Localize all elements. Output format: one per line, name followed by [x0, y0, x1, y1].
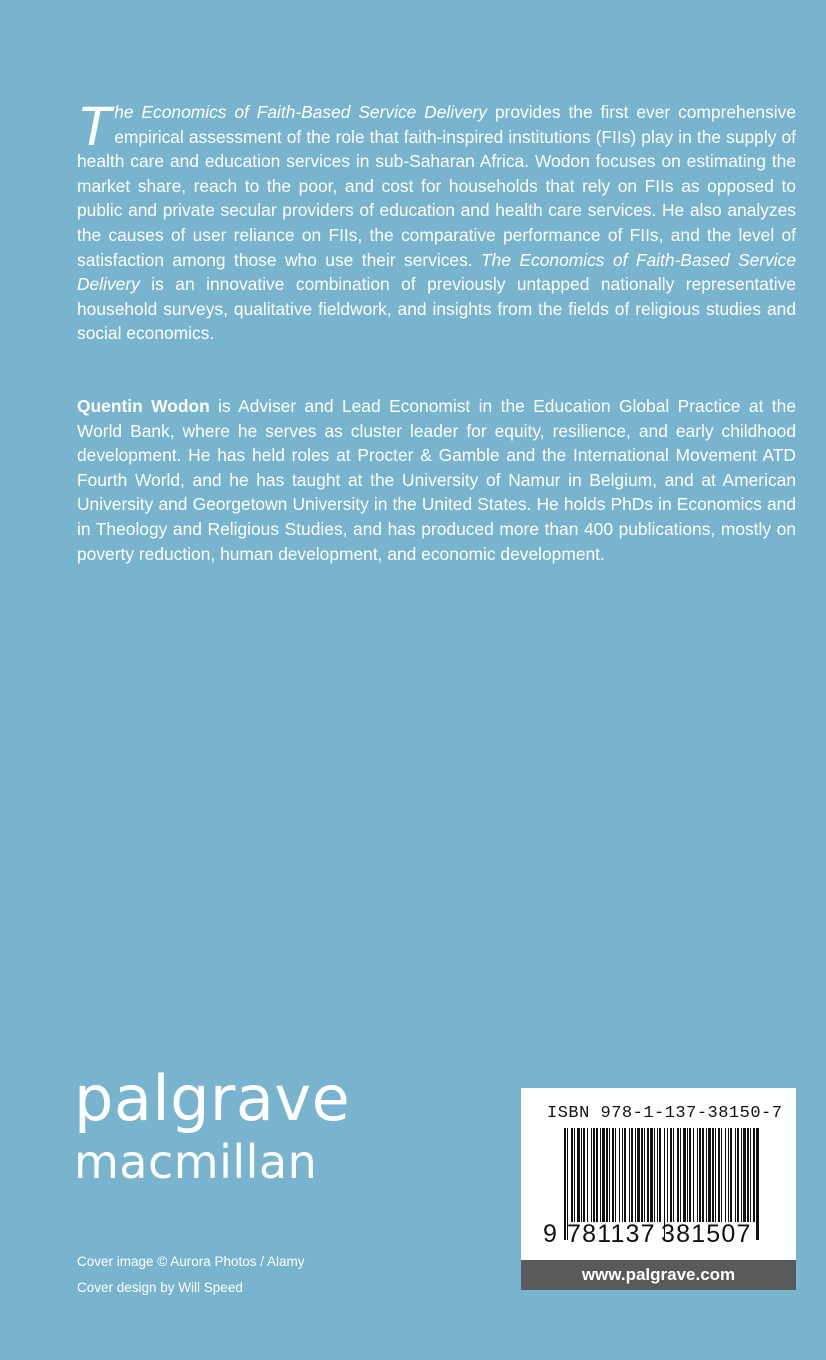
barcode-bar [600, 1128, 601, 1222]
barcode-bar [606, 1128, 608, 1222]
barcode-bar [689, 1128, 691, 1222]
cover-design-credit: Cover design by Will Speed [77, 1280, 243, 1295]
barcode-bar [629, 1128, 630, 1222]
barcode-bar [712, 1128, 714, 1222]
barcode-bar [622, 1128, 623, 1222]
author-name: Quentin Wodon [77, 396, 210, 416]
book-title-italic-2: The Economics of Faith-Based Service Delivery [77, 249, 796, 295]
blurb-text-2: is an innovative combination of previously untapped nationally representative household surveys, qualitative fieldwork, and insights from the fields of religious studies and social economics. [77, 274, 796, 344]
barcode-bar [647, 1128, 649, 1222]
logo-line-palgrave: palgrave [74, 1062, 351, 1135]
logo-line-macmillan: macmillan [74, 1135, 318, 1189]
barcode-bar [728, 1128, 729, 1222]
barcode-bar [574, 1128, 575, 1222]
barcode-bar [631, 1128, 633, 1222]
barcode-bar [593, 1128, 595, 1222]
barcode-bar [677, 1128, 679, 1222]
barcode-bar [612, 1128, 614, 1222]
drop-cap: T [77, 94, 112, 157]
barcode-bar [650, 1128, 653, 1222]
barcode-bar [687, 1128, 688, 1222]
barcode-bar [602, 1128, 605, 1222]
isbn-label: ISBN 978-1-137-38150-7 [547, 1104, 783, 1123]
barcode-bar [708, 1128, 711, 1222]
barcode-bar [718, 1128, 720, 1222]
barcode-bar [702, 1128, 704, 1222]
barcode-bar [697, 1128, 698, 1222]
barcode-bar [571, 1128, 573, 1222]
barcode-bar [615, 1128, 616, 1222]
barcode-digits-left: 781137 [567, 1220, 656, 1248]
barcode-bar [735, 1128, 736, 1222]
publisher-url: www.palgrave.com [521, 1260, 796, 1290]
isbn-barcode [521, 1088, 796, 1260]
barcode-bar [667, 1128, 668, 1222]
barcode-bar [644, 1128, 645, 1222]
barcode-bar [753, 1128, 755, 1222]
barcode-bar [654, 1128, 655, 1222]
barcode-digit-first: 9 [543, 1220, 557, 1248]
barcode-bar [730, 1128, 732, 1222]
barcode-bar [680, 1128, 681, 1222]
barcode-bar [706, 1128, 707, 1222]
barcode-bar [741, 1128, 742, 1222]
barcode-bar [587, 1128, 588, 1222]
barcode-bar [725, 1128, 726, 1222]
cover-credits [77, 1249, 305, 1301]
barcode-bar [693, 1128, 694, 1222]
author-bio-text: is Adviser and Lead Economist in the Education Global Practice at the World Bank, where he serves as cluster leader for equity, resilience, and early childhood development. He has held roles at Procter & Gamble and the International Movement ATD Fourth World, and he has taught at the University of Namur in Belgium, and at American University and Georgetown University in the United States. He holds PhDs in Economics and in Theology and Religious Studies, and has produced more than 400 publications, mostly on poverty reduction, human development, and economic development. [77, 396, 796, 564]
barcode-bar [673, 1128, 674, 1222]
barcode-bar [596, 1128, 598, 1222]
barcode-bar [659, 1128, 661, 1222]
barcode-bar [715, 1128, 716, 1222]
barcode-bar [657, 1128, 658, 1222]
barcode-bar [583, 1128, 585, 1222]
barcode-bars [521, 1088, 796, 1260]
barcode-bar [683, 1128, 686, 1222]
barcode-bar [750, 1128, 751, 1222]
barcode-bar [635, 1128, 636, 1222]
blurb-paragraph [77, 94, 796, 346]
barcode-digits-right: 381507 [661, 1220, 752, 1248]
barcode-bar [641, 1128, 643, 1222]
barcode-bar [743, 1128, 746, 1222]
barcode-bar [577, 1128, 580, 1222]
barcode-bar [624, 1128, 626, 1222]
barcode-bar [637, 1128, 640, 1222]
barcode-bar [591, 1128, 592, 1222]
author-bio [77, 394, 796, 566]
book-title-italic: he Economics of Faith-Based Service Delivery [114, 102, 487, 122]
barcode-bar [581, 1128, 582, 1222]
barcode-bar [564, 1128, 566, 1240]
barcode-bar [747, 1128, 749, 1222]
barcode-bar [699, 1128, 701, 1222]
publisher-logo [74, 1062, 364, 1192]
blurb-text-1: provides the first ever comprehensive empirical assessment of the role that faith-inspired institutions (FIIs) play in the supply of health care and education services in sub-Saharan Africa. Wodon focuses on estimating the market share, reach to the poor, and cost for households that rely on FIIs as opposed to public and private secular providers of education and health care services. He also analyzes the causes of user reliance on FIIs, the comparative performance of FIIs, and the level of satisfaction among those who use their services. [77, 102, 796, 270]
barcode-bar [670, 1128, 672, 1222]
cover-image-credit: Cover image © Aurora Photos / Alamy [77, 1254, 305, 1269]
barcode-bar [609, 1128, 610, 1222]
barcode-bar [756, 1128, 759, 1240]
barcode-bar [737, 1128, 739, 1222]
barcode-bar [619, 1128, 620, 1222]
barcode-bar [721, 1128, 722, 1222]
